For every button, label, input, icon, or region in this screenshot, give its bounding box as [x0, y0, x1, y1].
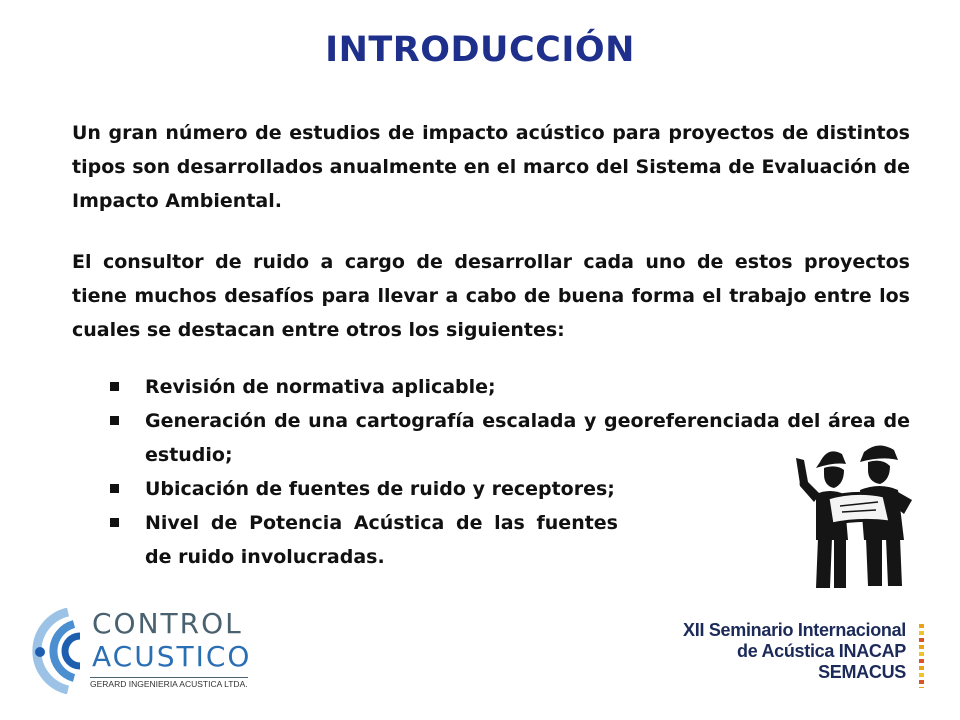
control-acustico-logo: [28, 604, 268, 694]
list-item-text: Revisión de normativa aplicable;: [145, 376, 496, 398]
logo-subtitle: GERARD INGENIERIA ACUSTICA LTDA.: [90, 679, 248, 689]
list-item: [108, 370, 910, 404]
list-item-text: Nivel de Potencia Acústica de las fuentes de ruido involucradas.: [145, 512, 618, 568]
semacus-logo: [680, 620, 940, 700]
intro-paragraph-2: El consultor de ruido a cargo de desarrollar cada uno de estos proyectos tiene muchos desafíos para llevar a cabo de buena forma el trabajo entre los cuales se destacan entre otros los siguientes:: [72, 251, 910, 341]
bullet-square-icon: [110, 382, 119, 391]
sound-wave-logo-icon: [28, 608, 98, 694]
bullet-square-icon: [110, 484, 119, 493]
color-stripe-decoration: [919, 624, 924, 688]
seminar-line-2: de Acústica INACAP: [737, 641, 906, 661]
list-item: [108, 506, 618, 574]
seminar-line-3: SEMACUS: [818, 662, 906, 682]
bullet-square-icon: [110, 416, 119, 425]
logo-word-control: CONTROL: [92, 607, 243, 640]
slide-title: INTRODUCCIÓN: [325, 30, 635, 70]
logo-word-acustico: ACUSTICO: [92, 640, 252, 673]
bullet-square-icon: [110, 518, 119, 527]
intro-paragraph-1: Un gran número de estudios de impacto acústico para proyectos de distintos tipos son desarrollados anualmente en el marco del Sistema de Evaluación de Impacto Ambiental.: [72, 122, 910, 212]
seminar-line-1: XII Seminario Internacional: [683, 620, 906, 640]
engineers-with-blueprint-icon: [786, 440, 938, 590]
list-item-text: Ubicación de fuentes de ruido y receptores;: [145, 478, 615, 500]
list-item-text: Generación de una cartografía escalada y georeferenciada del área de estudio;: [145, 410, 910, 466]
